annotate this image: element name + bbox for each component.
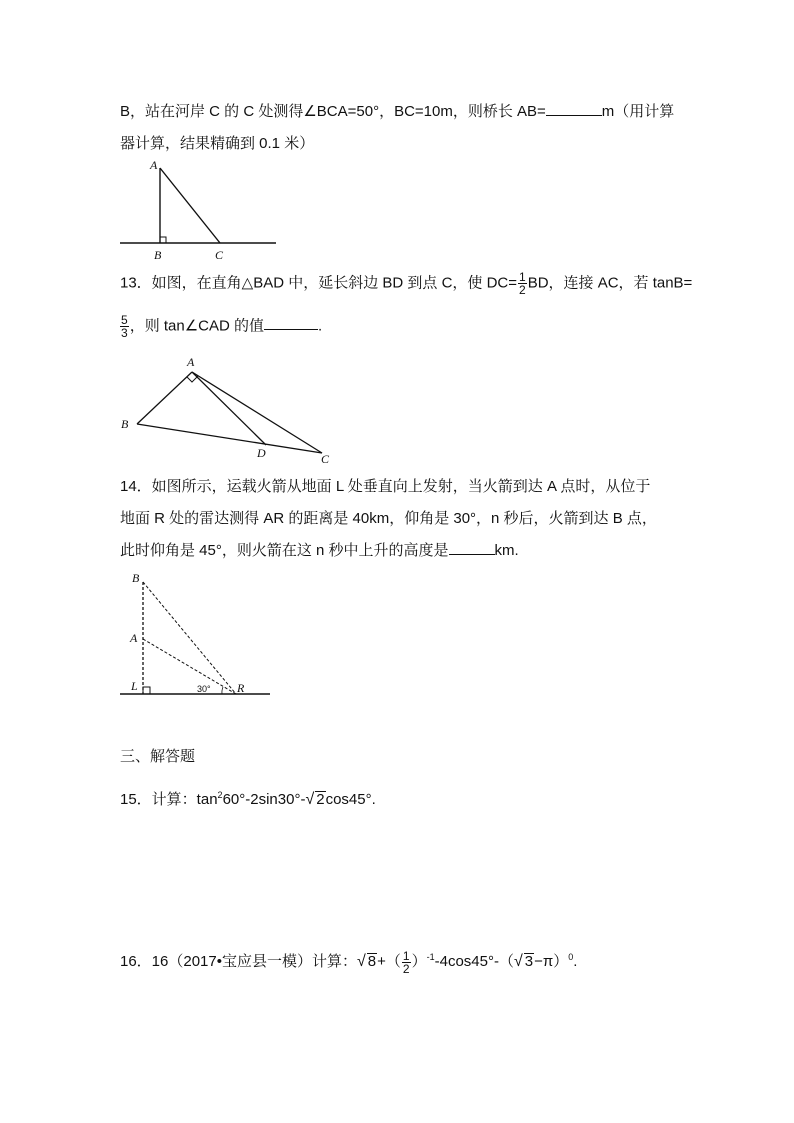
q12-line1 bbox=[120, 101, 674, 122]
q14-angle-label: 30° bbox=[197, 684, 211, 694]
q12-figure bbox=[116, 156, 281, 266]
q12-label-c: C bbox=[215, 248, 224, 262]
q13-label-d: D bbox=[257, 446, 266, 460]
q13-text-c: ，则 tan∠CAD 的值 bbox=[129, 317, 264, 335]
q16-exponent-1: -1 bbox=[426, 952, 435, 962]
q16-plus: +（ bbox=[377, 953, 401, 970]
q16-line bbox=[120, 947, 577, 975]
q13-line2 bbox=[120, 314, 322, 339]
q14-line1: 14．如图所示，运载火箭从地面 L 处垂直向上发射，当火箭到达 A 点时，从位于 bbox=[120, 478, 651, 495]
frac-denominator: 2 bbox=[519, 283, 526, 297]
q15-exponent: 2 bbox=[217, 790, 223, 800]
frac-numerator: 1 bbox=[519, 270, 526, 284]
q14-label-b: B bbox=[132, 571, 140, 585]
q15-prefix: 15．计算：tan bbox=[120, 791, 218, 808]
q16-fraction bbox=[402, 950, 411, 975]
q13-label-b: B bbox=[121, 417, 129, 431]
q16-mid: -4cos45°-（ bbox=[434, 953, 514, 970]
q12-line2: 器计算，结果精确到 0.1 米） bbox=[120, 135, 315, 152]
q12-label-a: A bbox=[150, 158, 158, 172]
frac-numerator: 1 bbox=[402, 948, 410, 963]
q12-text-a: B，站在河岸 C 的 C 处测得∠BCA=50°，BC=10m，则桥长 AB= bbox=[120, 103, 546, 120]
q13-fraction-dc bbox=[518, 271, 527, 296]
q14-label-l: L bbox=[131, 679, 138, 693]
q13-figure bbox=[116, 352, 341, 467]
q13-text-b: BD，连接 AC，若 tanB= bbox=[527, 274, 693, 292]
section3-title: 三、解答题 bbox=[120, 748, 196, 765]
q13-text-d: . bbox=[318, 317, 323, 335]
sqrt-icon: √ bbox=[357, 953, 366, 970]
q14-line2: 地面 R 处的雷达测得 AR 的距离是 40km，仰角是 30°，n 秒后，火箭到达 B 点， bbox=[120, 510, 657, 527]
q13-fraction-tanb bbox=[120, 314, 129, 339]
frac-numerator: 5 bbox=[121, 313, 128, 327]
q15-mid: 60°-2sin30°- bbox=[222, 791, 306, 808]
q16-end: . bbox=[573, 953, 578, 970]
q15-line bbox=[120, 785, 376, 810]
q13-label-c: C bbox=[321, 452, 330, 466]
q13-label-a: A bbox=[187, 355, 195, 369]
q16-exponent-2: 0 bbox=[568, 952, 574, 962]
q16-radicand-2: 3 bbox=[524, 953, 534, 970]
q13-line1 bbox=[120, 271, 692, 296]
q13-text-a: 13．如图，在直角△BAD 中，延长斜边 BD 到点 C，使 DC= bbox=[120, 274, 517, 292]
q14-figure bbox=[116, 568, 276, 703]
q15-radicand: 2 bbox=[316, 791, 325, 808]
q16-pi: −π） bbox=[534, 953, 569, 970]
q14-text-b: km. bbox=[494, 542, 519, 559]
sqrt-icon: √ bbox=[513, 953, 523, 970]
q13-answer-blank[interactable] bbox=[264, 315, 318, 330]
q12-answer-blank[interactable] bbox=[546, 101, 602, 116]
q16-prefix: 16．16（2017•宝应县一模）计算： bbox=[120, 953, 357, 970]
q14-text-a: 此时仰角是 45°，则火箭在这 n 秒中上升的高度是 bbox=[120, 542, 449, 559]
q15-suffix: cos45°. bbox=[325, 791, 376, 808]
q14-line3 bbox=[120, 540, 519, 561]
sqrt-icon: √ bbox=[305, 791, 315, 808]
q16-close: ） bbox=[411, 953, 427, 970]
q12-label-b: B bbox=[154, 248, 162, 262]
frac-denominator: 2 bbox=[402, 961, 410, 976]
q14-label-a: A bbox=[130, 631, 138, 645]
q14-label-r: R bbox=[237, 681, 245, 695]
q14-answer-blank[interactable] bbox=[449, 540, 495, 555]
q16-radicand-1: 8 bbox=[367, 953, 377, 970]
q12-text-b: m（用计算 bbox=[601, 103, 675, 120]
frac-denominator: 3 bbox=[121, 326, 128, 340]
